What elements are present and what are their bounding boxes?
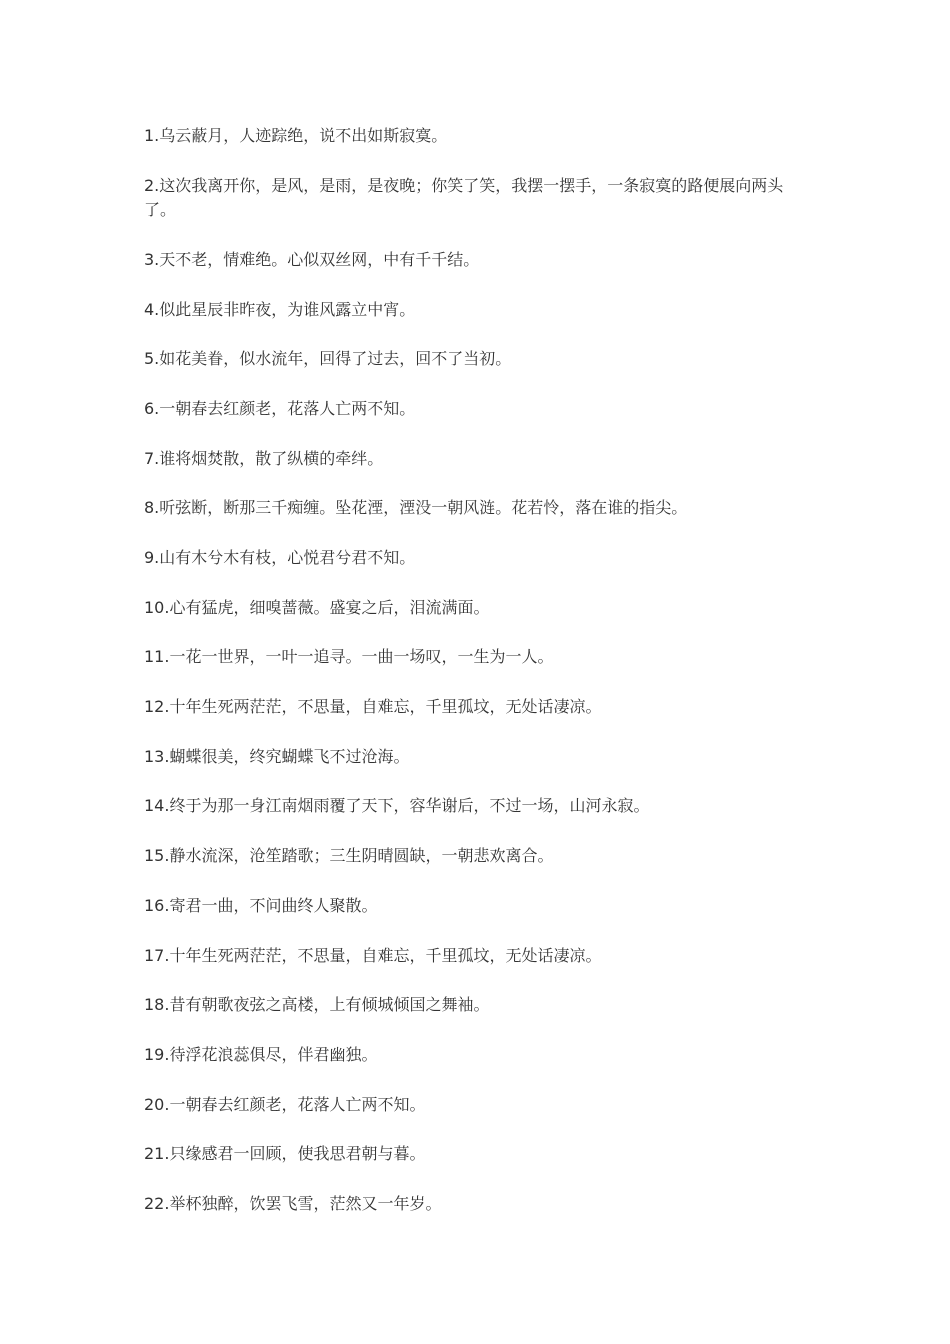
quote-line: 16.寄君一曲，不问曲终人聚散。: [144, 895, 378, 915]
quote-line: 21.只缘感君一回顾，使我思君朝与暮。: [144, 1144, 426, 1164]
quote-line: 5.如花美眷，似水流年，回得了过去，回不了当初。: [144, 349, 512, 369]
quote-line: 13.蝴蝶很美，终究蝴蝶飞不过沧海。: [144, 746, 410, 766]
quote-line: 18.昔有朝歌夜弦之高楼，上有倾城倾国之舞袖。: [144, 995, 490, 1015]
quote-line: 14.终于为那一身江南烟雨覆了天下，容华谢后，不过一场，山河永寂。: [144, 796, 650, 816]
quote-line: 11.一花一世界，一叶一追寻。一曲一场叹，一生为一人。: [144, 647, 554, 667]
quote-line: 12.十年生死两茫茫，不思量，自难忘，千里孤坟，无处话凄凉。: [144, 697, 602, 717]
quote-line: 10.心有猛虎，细嗅蔷薇。盛宴之后，泪流满面。: [144, 597, 490, 617]
quote-list: [144, 124, 804, 1242]
quote-line: 6.一朝春去红颜老，花落人亡两不知。: [144, 398, 416, 418]
quote-line: 15.静水流深，沧笙踏歌；三生阴晴圆缺，一朝悲欢离合。: [144, 846, 554, 866]
quote-line: 2.这次我离开你，是风，是雨，是夜晚；你笑了笑，我摆一摆手，一条寂寞的路便展向两头了。: [144, 175, 784, 220]
quote-line: 17.十年生死两茫茫，不思量，自难忘，千里孤坟，无处话凄凉。: [144, 945, 602, 965]
quote-line: 19.待浮花浪蕊俱尽，伴君幽独。: [144, 1044, 378, 1064]
quote-line: 1.乌云蔽月，人迹踪绝，说不出如斯寂寞。: [144, 126, 448, 145]
quote-line: 8.听弦断，断那三千痴缠。坠花湮，湮没一朝风涟。花若怜，落在谁的指尖。: [144, 498, 688, 518]
quote-line: 22.举杯独醉，饮罢飞雪，茫然又一年岁。: [144, 1193, 442, 1213]
quote-line: 7.谁将烟焚散，散了纵横的牵绊。: [144, 448, 384, 468]
quote-line: 3.天不老，情难绝。心似双丝网，中有千千结。: [144, 249, 480, 269]
quote-line: 20.一朝春去红颜老，花落人亡两不知。: [144, 1094, 426, 1114]
quote-line: 4.似此星辰非昨夜，为谁风露立中宵。: [144, 299, 416, 319]
quote-line: 9.山有木兮木有枝，心悦君兮君不知。: [144, 548, 416, 567]
